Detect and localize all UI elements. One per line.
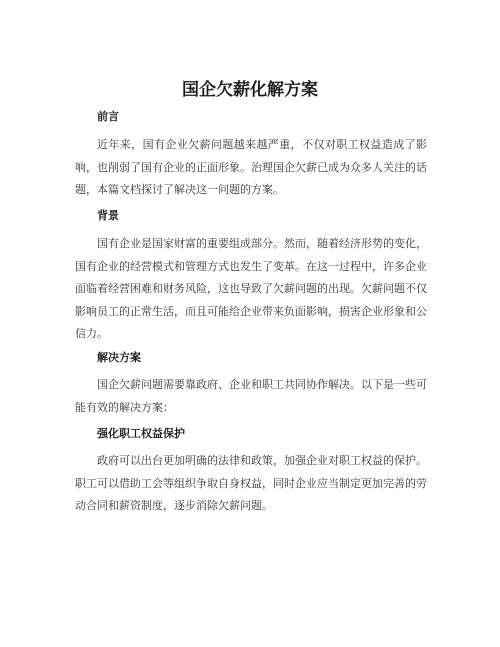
section-heading-protection: 强化职工权益保护 <box>97 427 185 440</box>
section-heading-background: 背景 <box>97 209 119 222</box>
document-title: 国企欠薪化解方案 <box>182 80 318 100</box>
section-heading-preface: 前言 <box>97 110 119 123</box>
section-paragraph-solutions: 国企欠薪问题需要靠政府、企业和职工共同协作解决。以下是一些可能有效的解决方案： <box>75 378 427 414</box>
section-paragraph-protection: 政府可以出台更加明确的法律和政策，加强企业对职工权益的保护。职工可以借助工会等组织争取自身权益，同时企业应当制定更加完善的劳动合同和薪资制度，逐步消除欠薪问题。 <box>75 454 427 512</box>
section-paragraph-background: 国有企业是国家财富的重要组成部分。然而，随着经济形势的变化，国有企业的经营模式和管理方式也发生了变革。在这一过程中，许多企业面临着经营困难和财务风险，这也导致了欠薪问题的出现。欠薪问题不仅影响员工的正常生活，而且可能给企业带来负面影响，损害企业形象和公信力。 <box>75 237 427 340</box>
section-heading-solutions: 解决方案 <box>97 351 141 364</box>
section-paragraph-preface: 近年来，国有企业欠薪问题越来越严重，不仅对职工权益造成了影响，也削弱了国有企业的正面形象。治理国企欠薪已成为众多人关注的话题，本篇文档探讨了解决这一问题的方案。 <box>75 138 427 196</box>
